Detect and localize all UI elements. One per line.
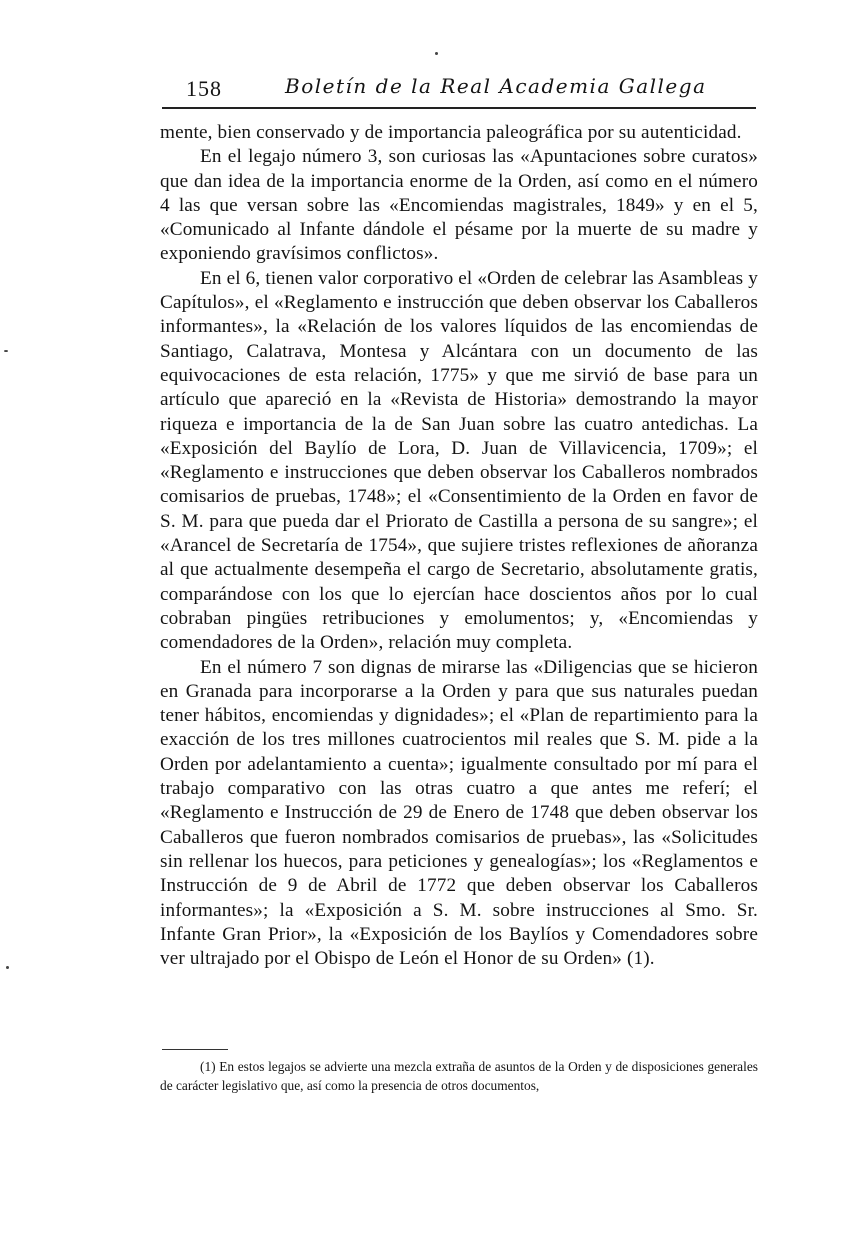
running-title: Boletín de la Real Academia Gallega bbox=[285, 74, 707, 98]
footnote-rule bbox=[162, 1049, 228, 1050]
page-number: 158 bbox=[186, 76, 222, 101]
paragraph-legajo-6: En el 6, tienen valor corporativo el «Orden de celebrar las Asambleas y Capítulos», el «Reglamento e instrucción que deben observar los Caballeros informantes», la «Relación de los valores líquidos de las encomiendas de Santiago, Calatrava, Montesa y Alcántara con un documento de las equivocaciones de esta relación, 1775» y que me sirvió de base para un artículo que apareció en la «Revista de Historia» demostrando la mayor riqueza e importancia de la de San Juan sobre las cuatro antedichas. La «Exposición del Baylío de Lora, D. Juan de Villavicencia, 1709»; el «Reglamento e instrucciones que deben observar los Caballeros nombrados comisarios de pruebas, 1748»; el «Consentimiento de la Orden en favor de S. M. para que pueda dar el Priorato de Castilla a persona de su sangre»; el «Arancel de Secretaría de 1754», que sujiere tristes reflexiones de añoranza al que actualmente desempeña el cargo de Secretario, absolutamente gratis, comparándose con los que lo ejercían hace doscientos años por lo cual cobraban pingües retribuciones y emolumentos; y, «Encomiendas y comendadores de la Orden», relación muy completa. bbox=[160, 267, 758, 654]
scan-speck bbox=[435, 52, 438, 55]
paragraph-continuation: mente, bien conservado y de importancia paleográfica por su autenticidad. bbox=[160, 122, 742, 143]
footnote: (1) En estos legajos se advierte una mezcla extraña de asuntos de la Orden y de disposiciones generales de carácter legislativo que, así como la presencia de otros documentos, bbox=[160, 1059, 758, 1093]
body-text bbox=[160, 121, 758, 971]
paragraph-legajo-7: En el número 7 son dignas de mirarse las «Diligencias que se hicieron en Granada para incorporarse a la Orden y para que sus naturales puedan tener hábitos, encomiendas y dignidades»; el «Plan de repartimiento para la exacción de los tres millones cuatrocientos mil reales que S. M. pide a la Orden por adelantamiento a cuenta»; igualmente consultado por mí para el trabajo comparativo con las otras cuatro a que antes me referí; el «Reglamento e Instrucción de 29 de Enero de 1748 que deben observar los Caballeros que fueron nombrados comisarios de pruebas», las «Solicitudes sin rellenar los huecos, para peticiones y genealogías»; los «Reglamentos e Instrucción de 9 de Abril de 1772 que deben observar los Caballeros informantes»; la «Exposición a S. M. sobre instrucciones al Smo. Sr. Infante Gran Prior», la «Exposición de los Baylíos y Comendadores sobre ver ultrajado por el Obispo de León el Honor de su Orden» (1). bbox=[160, 656, 758, 970]
paragraph-legajo-3: En el legajo número 3, son curiosas las «Apuntaciones sobre curatos» que dan idea de la importancia enorme de la Orden, así como en el número 4 las que versan sobre las «Encomiendas magistrales, 1849» y en el 5, «Comunicado al Infante dándole el pésame por la muerte de su madre y exponiendo gravísimos conflictos». bbox=[160, 146, 758, 265]
scan-speck bbox=[6, 966, 9, 969]
header-rule bbox=[162, 107, 756, 109]
page-header bbox=[160, 74, 756, 102]
scan-speck bbox=[4, 350, 8, 352]
